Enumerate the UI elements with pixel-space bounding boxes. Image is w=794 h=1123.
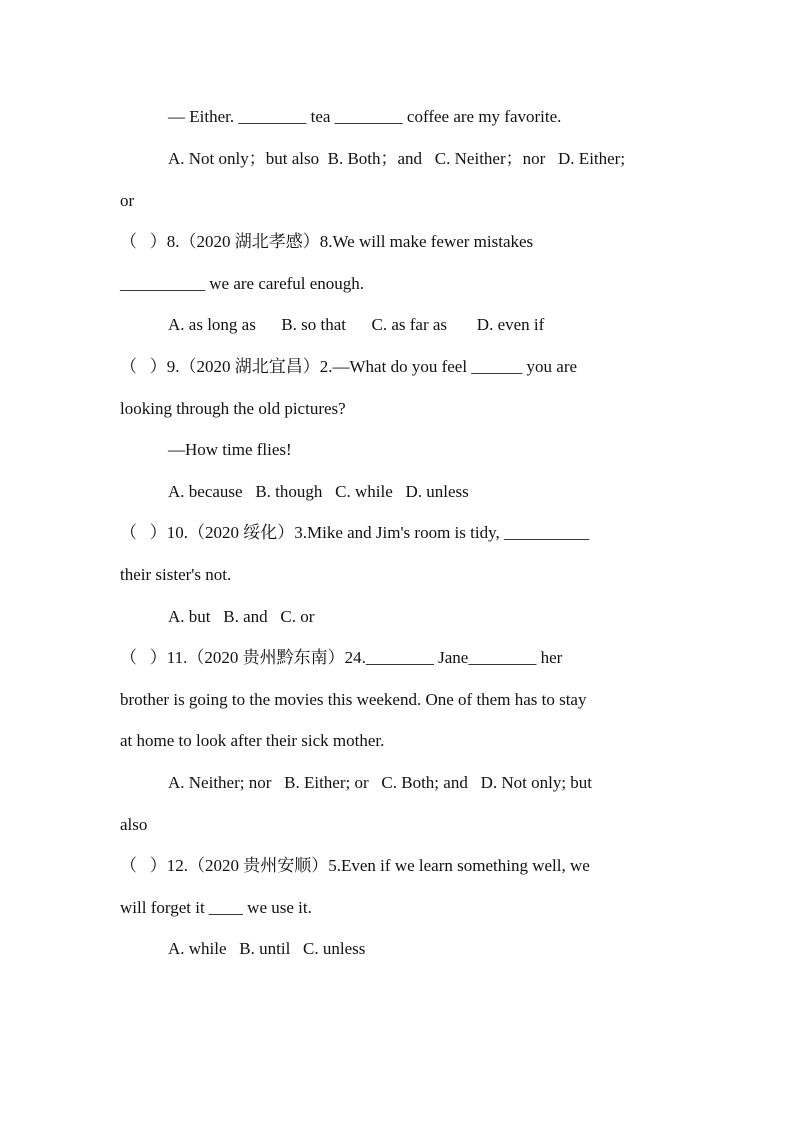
- q12-stem-continued: will forget it ____ we use it.: [120, 898, 312, 917]
- answer-line-either: — Either. ________ tea ________ coffee are my favorite.: [168, 107, 562, 126]
- q8-stem-continued: __________ we are careful enough.: [120, 274, 365, 293]
- q11-stem-continued: brother is going to the movies this weekend. One of them has to stay: [120, 690, 587, 709]
- q10-stem-continued: their sister's not.: [120, 565, 232, 584]
- q11-options: A. Neither; nor B. Either; or C. Both; and D. Not only; but: [168, 773, 593, 792]
- q10-options: A. but B. and C. or: [168, 607, 315, 626]
- q11-stem-continued-2: at home to look after their sick mother.: [120, 731, 385, 750]
- q8-stem: （ ）8.（2020 湖北孝感）8.We will make fewer mistakes: [120, 232, 534, 251]
- q10-stem: （ ）10.（2020 绥化）3.Mike and Jim's room is tidy, __________: [120, 523, 589, 542]
- q9-options: A. because B. though C. while D. unless: [168, 482, 469, 501]
- q8-options: A. as long as B. so that C. as far as D. even if: [168, 315, 545, 334]
- q7-options-continued: or: [120, 191, 135, 210]
- q12-stem: （ ）12.（2020 贵州安顺）5.Even if we learn something well, we: [120, 856, 590, 875]
- q11-stem: （ ）11.（2020 贵州黔东南）24.________ Jane________ her: [120, 648, 563, 667]
- q11-options-continued: also: [120, 815, 148, 834]
- q12-options: A. while B. until C. unless: [168, 939, 366, 958]
- q7-options: A. Not only；but also B. Both；and C. Neither；nor D. Either;: [168, 149, 626, 168]
- q9-response: —How time flies!: [168, 440, 292, 459]
- q9-stem-continued: looking through the old pictures?: [120, 399, 346, 418]
- q9-stem: （ ）9.（2020 湖北宜昌）2.—What do you feel ______ you are: [120, 357, 578, 376]
